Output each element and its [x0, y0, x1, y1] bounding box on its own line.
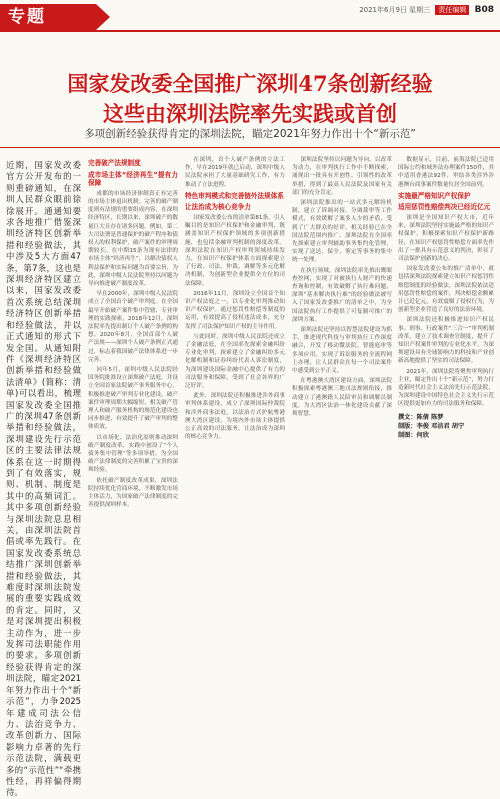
body-paragraph: 国家发改委公布的推广清单中，就包括深圳法院探索建立知识产权惩罚性赔偿制度的经验做法。深圳法院依法适用惩罚性赔偿的案件，判决赔偿金额累计已近亿元，有效震慑了侵权行为，为创新型企业营造了良好的法治环境。: [398, 266, 494, 314]
body-paragraph: 深圳法院推出的一站式多元解纷机制，建立了诉调对接、分调裁审等工作模式，有效缓解了案多人少的矛盾，受到了广大群众的好评，相关经验已在全国法院范围内推广。深圳法院在全国率先探索建立审判辅助事务集约化管理，实现了送达、保全、鉴定等事务的集中统一处理。: [292, 200, 392, 264]
body-paragraph: 在深圳，首个人破产条例的立法工作，早在2019年就已启动，深圳中级人民法院承担了大量基础研究工作，有力推动了立法进程。: [185, 157, 285, 188]
article-column-1: [88, 156, 178, 512]
body-paragraph: 深圳法院坚持以问题为导向，以改革为动力，在审判执行工作中不断探索，涌现出一批具有开创性、引领性的改革举措，得到了最高人民法院及国家有关部门的充分肯定。: [292, 157, 392, 196]
credit-editor: 制版：李俊 邓洁君 胡宁: [398, 422, 465, 430]
page-number: B08: [474, 5, 494, 15]
lead-paragraph: 近期，国家发改委官方公开发布的一则重磅通知，在深圳人民群众眼前徐徐展开。通通知要求各地推广借鉴深圳经济特区创新举措和经验做法，其中涉及5大方面47条，第7条，这也是深圳经济特区建立以来，国家发改委首次系统总结深圳经济特区创新举措和经验做法，并以正式通知的形式下发全国。从通知附件《深圳经济特区创新举措和经验做法清单》(简称：清单)可以看出，梳理国家发改委全国推广的深圳47条创新举措和经验做法，深圳建设先行示范区的主要法律法规体系在这一时期得到了有效落实，规则、机制、制度是其中的高频词汇。其中多项创新经验与深圳法院息息相关，由深圳法院首倡或率先践行。在国家发改委系统总结推广深圳创新举措和经验做法，其难度时深圳法院发展的重要实践成效的肯定。同时，又是对深圳提出积极主动作为，进一步发挥司法职能作用的要求。多项创新经验获得肯定的深圳法院，瞄定2021年努力作出十个“新示范”，力争2025年建成司法公信力、法治竞争力、改革创新力、国际影响力卓著的先行示范法院，满载更多的“示范性”“牵携性经，再祥偏得期待。: [6, 160, 81, 798]
section-heading: 成市场主体“经济再生”提有力保障: [88, 170, 178, 188]
body-paragraph: 数据显示，目前，前海法院已适用国际公约和域外法办理案件150件，其中适用香港法92件，审结各类涉外涉港澳台商事案件数量位居全国前列。: [398, 157, 494, 188]
body-paragraph: 深圳是全国知识产权大市，近年来，深圳法院坚持实施最严格的知识产权保护，积极探索知识产权保护新路径，在知识产权惩罚性赔偿方面率先作出了一批具有示范意义的判决，彰显了司法保护创新的决心。: [398, 215, 494, 263]
section-heading: 完善破产法规制度: [88, 159, 141, 167]
body-paragraph: 与此同时，深圳中级人民法院还成立了金融法庭，在全国率先探索金融纠纷专业化审判，探索建立了金融纠纷多元化解机制和证券纠纷代表人诉讼制度，为深圳建设国际金融中心提供了有力的司法服务和保障，受到了社会各界的广泛好评。: [185, 333, 285, 390]
section-heading: 实施最严格知识产权保护: [398, 191, 471, 200]
body-paragraph: 深圳法院还积极推进知识产权民事、刑事、行政案件“三合一”审判机制改革，建立了技术调查官制度，提升了知识产权案件审判的专业化水平，为深圳建设具有全球影响力的科技和产业创新高地提供了坚实的司法保障。: [398, 317, 494, 365]
section-heading: 让法治成为核心竞争力: [185, 203, 251, 212]
section-label: 专题: [0, 4, 96, 30]
headline-subtitle: 多项创新经验获得肯定的深圳法院，瞄定2021年努力作出十个“新示范”: [84, 128, 416, 140]
body-paragraph: 在执行领域，深圳法院率先推出鹰眼查控网，实现了对被执行人财产的快速查询和控制，有效破解了执行难问题，深圳“基本解决执行难”的经验做法被写入了国家发改委推广的清单之中，为全国法院执行工作提供了可复制可推广的深圳方案。: [292, 267, 392, 323]
headline-line-2: 这些由深圳法院率先实践或首创: [103, 101, 397, 126]
editor-badge: 责任编辑: [435, 5, 469, 15]
issue-date: 2021年6月9日 星期三: [359, 6, 431, 14]
body-paragraph: 成都的市场经济体制真正有完善的市场主体退出机制。完善的破产制度则有法规的重要组成内容，在深圳经济特区，长期以来，深圳破产的数量巨大且存在诸多问题。例如，第二大司法署是普通保护的破产程序和债权人的权利保护，破产案件的审理周期较长。在中期15条为现有法律的市场主体“经济再生”，以解决债权人利益保护和实际问题为首要宗旨，为此，深圳中级人民法院坚持以问题为导向推进破产制度改革。: [88, 190, 178, 288]
body-paragraph: 2016年11月，深圳设立全国首个知识产权法庭之一，以专业化审判推动知识产权保护。通过惩罚性赔偿等制度的运用，有效提高了侵权违法成本，充分发挥了司法保护知识产权的主导作用。: [185, 290, 285, 330]
body-paragraph: 深圳法院还坚持以智慧法院建设为抓手，推进现代科技与审判执行工作深度融合，开发了移动微法院、智能庭审等多项应用，实现了诉讼服务的全流程网上办理，让人民群众在每一个司法案件中感受到公平正义。: [292, 327, 392, 375]
body-paragraph: 2021年，深圳法院将聚焦审判执行主业，瞄定作出十个“新示范”，努力打造新时代社会主义法治先行示范法院，为深圳建设中国特色社会主义先行示范区提供更加有力的司法服务和保障。: [398, 368, 494, 408]
body-paragraph: 早在2000年，深圳中级人民法院成立了全国首个破产审判庭。在全国最早开始破产案件集中管辖、专业审理的实践探索，2018年12月，深圳法院率先提出制订个人破产条例的构想。2020年8月，全国首部个人破产法规——深圳个人破产条例正式通过，标志着我国破产法律体系进一步完善。: [88, 291, 178, 363]
body-paragraph: 以市场化、法治化原则推动深圳破产制度改革，实践中创设了“个人债务集中管理”等多项举措，为全国破产法律制度的完善积累了宝贵的深圳经验。: [88, 434, 178, 474]
article-column-4: [398, 156, 494, 440]
body-paragraph: 同年5月，深圳中级人民法院经国务院批准设立深圳破产法庭，并设立全国首家法院破产事务服务中心，积极推进破产审判专业化建设，破产案件审理周期大幅缩短，相关破产管理人和破产服务机构的规范化建设也同步推进，有效提升了破产审判的整体质效。: [88, 367, 178, 431]
body-paragraph: 国家发改委公布的清单第81条，引人瞩目的是知识产权保护和金融审判，既涵盖知识产权保护领域的多项创新措施，也包括金融审判机制的深度改革。深圳法院在知识产权审判领域持续发力，在知识产权保护体系方面探索建立了行政、司法、仲裁、调解等多元化解决机制，为创新型企业提供全方位的司法保障。: [185, 215, 285, 287]
article-column-2: [185, 156, 285, 443]
section-heading: 适用惩罚性赔偿判决已经近亿元: [398, 203, 491, 212]
credits: [398, 413, 494, 440]
body-paragraph: 依托破产制度改革成果，深圳法院持续优化营商环境，不断激发市场主体活力，为国家破产法律制度的完善提供深圳样本。: [88, 477, 178, 509]
body-paragraph: 此外，深圳法院还积极推进涉外商事审判体系建设，成立了深圳国际仲裁院和涉外商事法庭，以法治方式护航粤港澳大湾区建设，为境内外市场主体提供公正高效的司法服务，让法治成为深圳的核心竞争力。: [185, 393, 285, 441]
section-heading: 特色审判模式和完善链外法规体系: [185, 191, 284, 200]
credit-writers: 撰文：陈倩 陈梦: [398, 413, 444, 421]
body-paragraph: 在粤港澳大湾区建设方面，深圳法院积极探索粤港澳三地司法规则衔接，推动建立了港澳籍人民陪审员和调解员制度，为大湾区法治一体化建设贡献了深圳智慧。: [292, 378, 392, 418]
headline-divider: [0, 147, 500, 148]
article-column-3: [292, 156, 392, 420]
page-header: [0, 0, 500, 30]
headline-line-1: 国家发改委全国推广深圳47条创新经验: [67, 71, 433, 96]
header-rule: [0, 30, 500, 32]
credit-typeset: 制图：何欣: [398, 431, 429, 439]
header-meta: [359, 5, 494, 15]
